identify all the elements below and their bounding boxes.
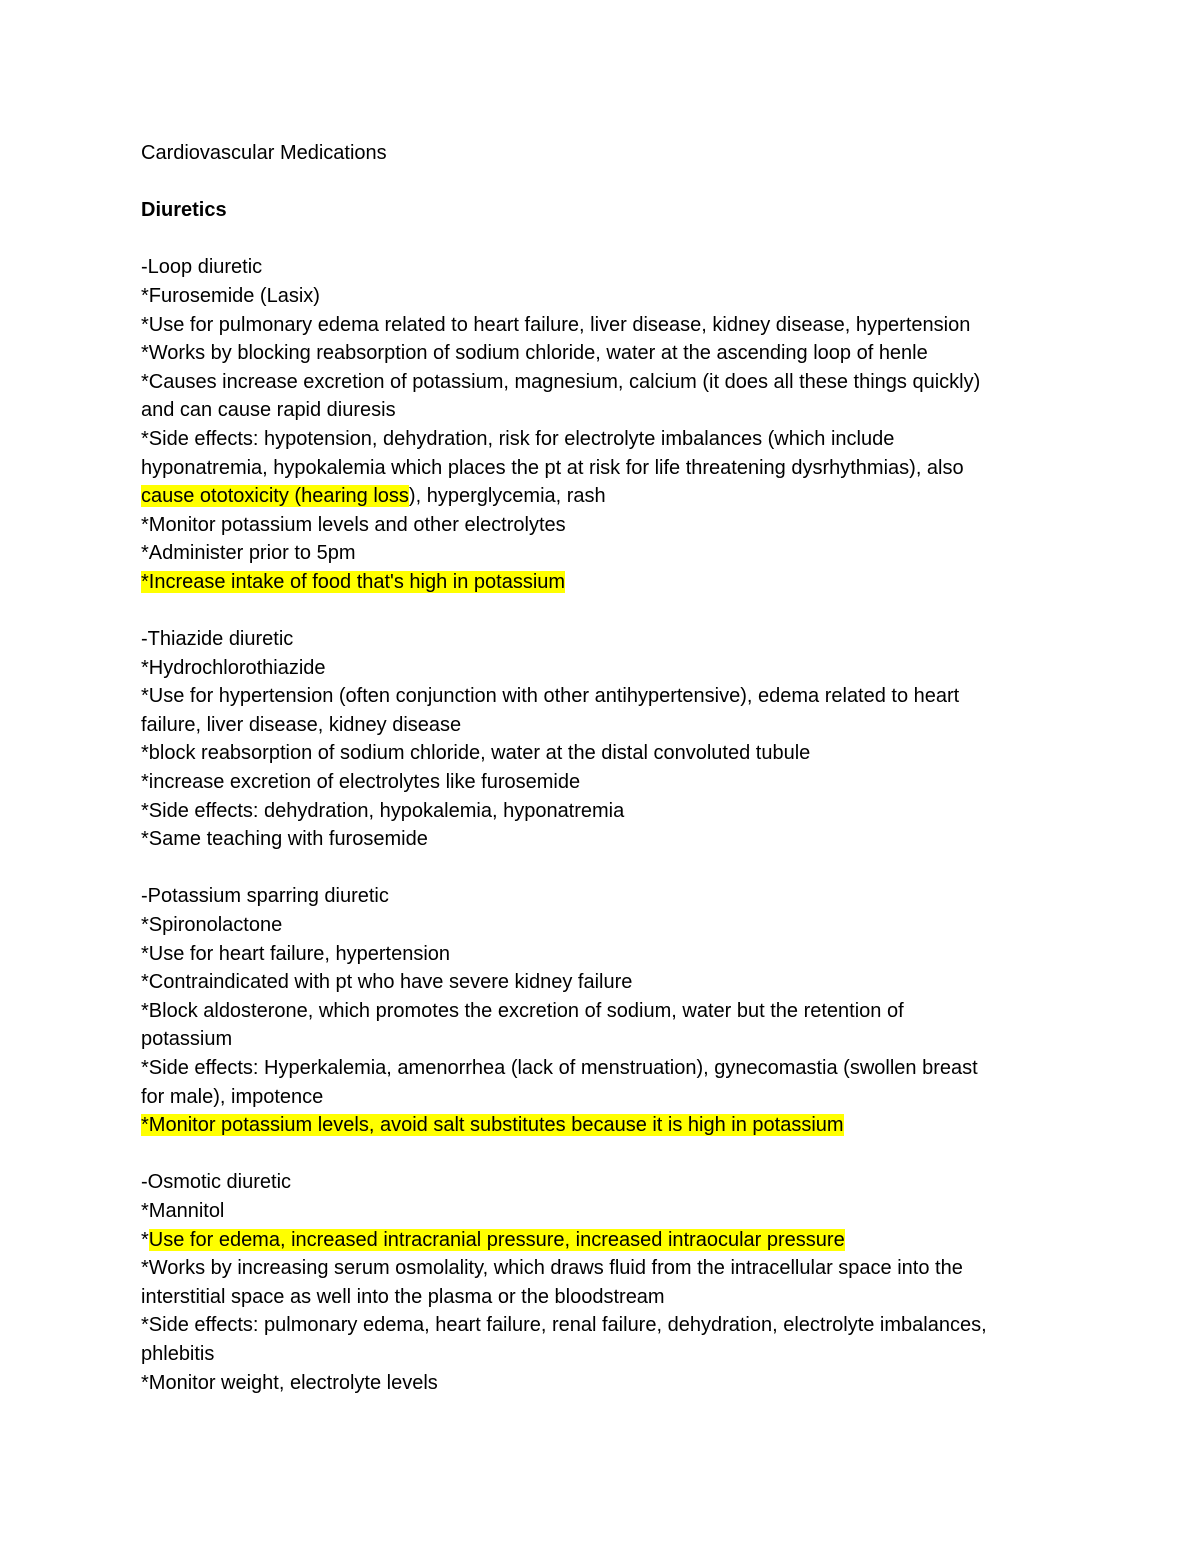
loop-side-effects-line-1: *Side effects: hypotension, dehydration, risk for electrolyte imbalances (which include (141, 427, 895, 450)
thiazide-side-effects: *Side effects: dehydration, hypokalemia, hyponatremia (141, 799, 625, 822)
thiazide-increase: *increase excretion of electrolytes like furosemide (141, 771, 581, 794)
thiazide-teaching: *Same teaching with furosemide (141, 828, 428, 851)
thiazide-use-line-1: *Use for hypertension (often conjunction with other antihypertensive), edema related to heart (141, 685, 960, 708)
thiazide-heading: -Thiazide diuretic (141, 628, 294, 651)
highlighted-text: *Increase intake of food that's high in potassium (141, 570, 566, 593)
osmotic-works-line-1: *Works by increasing serum osmolality, which draws fluid from the intracellular space into the (141, 1257, 963, 1280)
loop-side-effects-line-3 (141, 482, 1071, 511)
spacer (141, 854, 1071, 883)
loop-causes-line-2: and can cause rapid diuresis (141, 399, 396, 422)
osmotic-side-effects-line-2: phlebitis (141, 1342, 215, 1365)
spacer (141, 168, 1071, 197)
potassium-drug: *Spironolactone (141, 914, 283, 937)
potassium-monitor (141, 1111, 1071, 1140)
thiazide-block: *block reabsorption of sodium chloride, water at the distal convoluted tubule (141, 742, 811, 765)
osmotic-works-line-2: interstitial space as well into the plasma or the bloodstream (141, 1285, 665, 1308)
potassium-use: *Use for heart failure, hypertension (141, 942, 451, 965)
potassium-heading: -Potassium sparring diuretic (141, 885, 389, 908)
loop-administer: *Administer prior to 5pm (141, 542, 356, 565)
loop-increase (141, 568, 1071, 597)
loop-heading: -Loop diuretic (141, 256, 263, 279)
document-title: Cardiovascular Medications (141, 142, 387, 164)
spacer (141, 225, 1071, 254)
loop-use: *Use for pulmonary edema related to heart failure, liver disease, kidney disease, hypertension (141, 313, 971, 336)
spacer (141, 597, 1071, 626)
potassium-side-effects-line-1: *Side effects: Hyperkalemia, amenorrhea (lack of menstruation), gynecomastia (swollen breast (141, 1057, 978, 1079)
potassium-contraindication: *Contraindicated with pt who have severe kidney failure (141, 971, 633, 994)
loop-side-effects-line-2: hyponatremia, hypokalemia which places the pt at risk for life threatening dysrhythmias), also (141, 456, 964, 479)
highlighted-text: *Monitor potassium levels, avoid salt substitutes because it is high in potassium (141, 1114, 844, 1137)
potassium-block-line-1: *Block aldosterone, which promotes the excretion of sodium, water but the retention of (141, 999, 904, 1022)
osmotic-monitor: *Monitor weight, electrolyte levels (141, 1371, 438, 1394)
section-heading: Diuretics (141, 199, 227, 222)
osmotic-side-effects-line-1: *Side effects: pulmonary edema, heart failure, renal failure, dehydration, electrolyte imbalances, (141, 1314, 987, 1337)
loop-monitor: *Monitor potassium levels and other electrolytes (141, 513, 566, 536)
loop-works: *Works by blocking reabsorption of sodium chloride, water at the ascending loop of henle (141, 342, 928, 365)
highlighted-text: cause ototoxicity (hearing loss (141, 485, 409, 508)
thiazide-use-line-2: failure, liver disease, kidney disease (141, 713, 462, 736)
loop-causes-line-1: *Causes increase excretion of potassium, magnesium, calcium (it does all these things quickly) (141, 370, 981, 393)
osmotic-use (141, 1226, 1071, 1255)
thiazide-drug: *Hydrochlorothiazide (141, 656, 326, 679)
osmotic-drug: *Mannitol (141, 1199, 225, 1222)
spacer (141, 1140, 1071, 1169)
potassium-block-line-2: potassium (141, 1028, 233, 1051)
osmotic-heading: -Osmotic diuretic (141, 1171, 292, 1194)
loop-drug: *Furosemide (Lasix) (141, 284, 320, 307)
document-page (141, 139, 1071, 1397)
loop-side-effects-rest: ), hyperglycemia, rash (408, 485, 606, 508)
potassium-side-effects-line-2: for male), impotence (141, 1085, 324, 1108)
osmotic-use-prefix: * (141, 1228, 149, 1251)
highlighted-text: Use for edema, increased intracranial pressure, increased intraocular pressure (148, 1228, 845, 1251)
